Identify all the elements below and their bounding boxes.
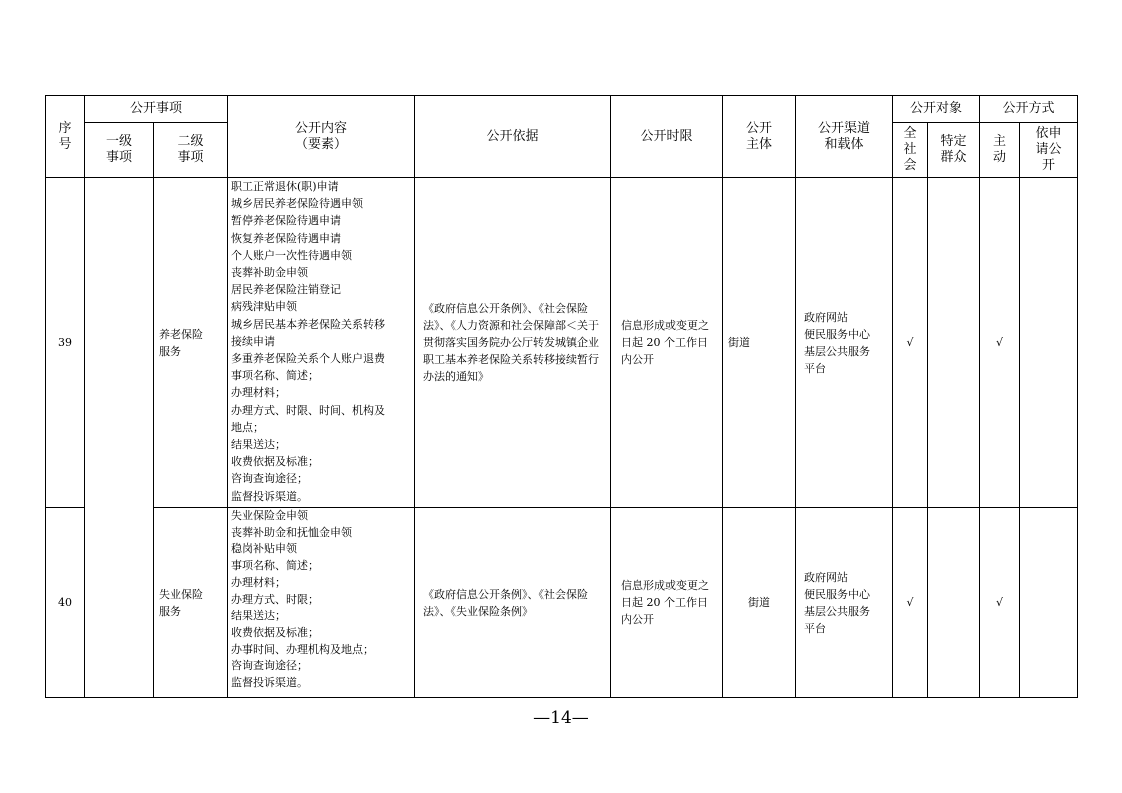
row-subject: 街道 bbox=[723, 508, 796, 698]
page-number: —14— bbox=[533, 708, 589, 728]
header-basis: 公开依据 bbox=[415, 96, 611, 178]
row-time-limit: 信息形成或变更之日起 20 个工作日内公开 bbox=[611, 178, 723, 508]
row-level1 bbox=[85, 178, 154, 698]
row-active-check: √ bbox=[980, 178, 1020, 508]
row-active-check: √ bbox=[980, 508, 1020, 698]
row-basis: 《政府信息公开条例》、《社会保险法》、《人力资源和社会保障部＜关于贯彻落实国务院办公厅转发城镇企业职工基本养老保险关系转移接续暂行办法的通知》 bbox=[415, 178, 611, 508]
row-content: 失业保险金申领 丧葬补助金和抚恤金申领 稳岗补贴申领 事项名称、简述； 办理材料； 办理方式、时限； 结果送达； 收费依据及标准； 办事时间、办理机构及地点； 咨询查询途径； 监督投诉渠道。 bbox=[228, 508, 415, 698]
header-level2: 二级 事项 bbox=[154, 123, 228, 178]
row-level2: 养老保险 服务 bbox=[154, 178, 228, 508]
disclosure-table bbox=[45, 95, 1078, 698]
row-basis: 《政府信息公开条例》、《社会保险法》、《失业保险条例》 bbox=[415, 508, 611, 698]
row-seq: 40 bbox=[46, 508, 85, 698]
row-specific bbox=[928, 178, 980, 508]
header-seq: 序 号 bbox=[46, 96, 85, 178]
header-content: 公开内容 （要素） bbox=[228, 96, 415, 178]
row-on-request bbox=[1020, 508, 1078, 698]
row-content: 职工正常退休(职)申请 城乡居民养老保险待遇申领 暂停养老保险待遇申请 恢复养老保险待遇申请 个人账户一次性待遇申领 丧葬补助金申领 居民养老保险注销登记 病残津贴申领 城乡居民基本养老保险关系转移 接续申请 多重养老保险关系个人账户退费 事项名称、简述； 办理材料； 办理方式、时限、时间、机构及 地点； 结果送达； 收费依据及标准； 咨询查询途径； 监督投诉渠道。 bbox=[228, 178, 415, 508]
row-time-limit: 信息形成或变更之日起 20 个工作日内公开 bbox=[611, 508, 723, 698]
header-all-society: 全 社 会 bbox=[893, 123, 928, 178]
header-time-limit: 公开时限 bbox=[611, 96, 723, 178]
header-level1: 一级 事项 bbox=[85, 123, 154, 178]
header-on-request: 依申 请公 开 bbox=[1020, 123, 1078, 178]
table-row bbox=[46, 508, 1078, 698]
row-seq: 39 bbox=[46, 178, 85, 508]
table-row bbox=[46, 178, 1078, 508]
header-target: 公开对象 bbox=[893, 96, 980, 123]
row-channel: 政府网站 便民服务中心 基层公共服务 平台 bbox=[796, 178, 893, 508]
header-specific: 特定 群众 bbox=[928, 123, 980, 178]
row-all-society-check: √ bbox=[893, 178, 928, 508]
header-active: 主 动 bbox=[980, 123, 1020, 178]
row-channel: 政府网站 便民服务中心 基层公共服务 平台 bbox=[796, 508, 893, 698]
header-subject: 公开 主体 bbox=[723, 96, 796, 178]
row-on-request bbox=[1020, 178, 1078, 508]
header-channel: 公开渠道 和载体 bbox=[796, 96, 893, 178]
header-method: 公开方式 bbox=[980, 96, 1078, 123]
row-all-society-check: √ bbox=[893, 508, 928, 698]
header-public-items: 公开事项 bbox=[85, 96, 228, 123]
row-specific bbox=[928, 508, 980, 698]
row-level2: 失业保险 服务 bbox=[154, 508, 228, 698]
row-subject: 街道 bbox=[723, 178, 796, 508]
